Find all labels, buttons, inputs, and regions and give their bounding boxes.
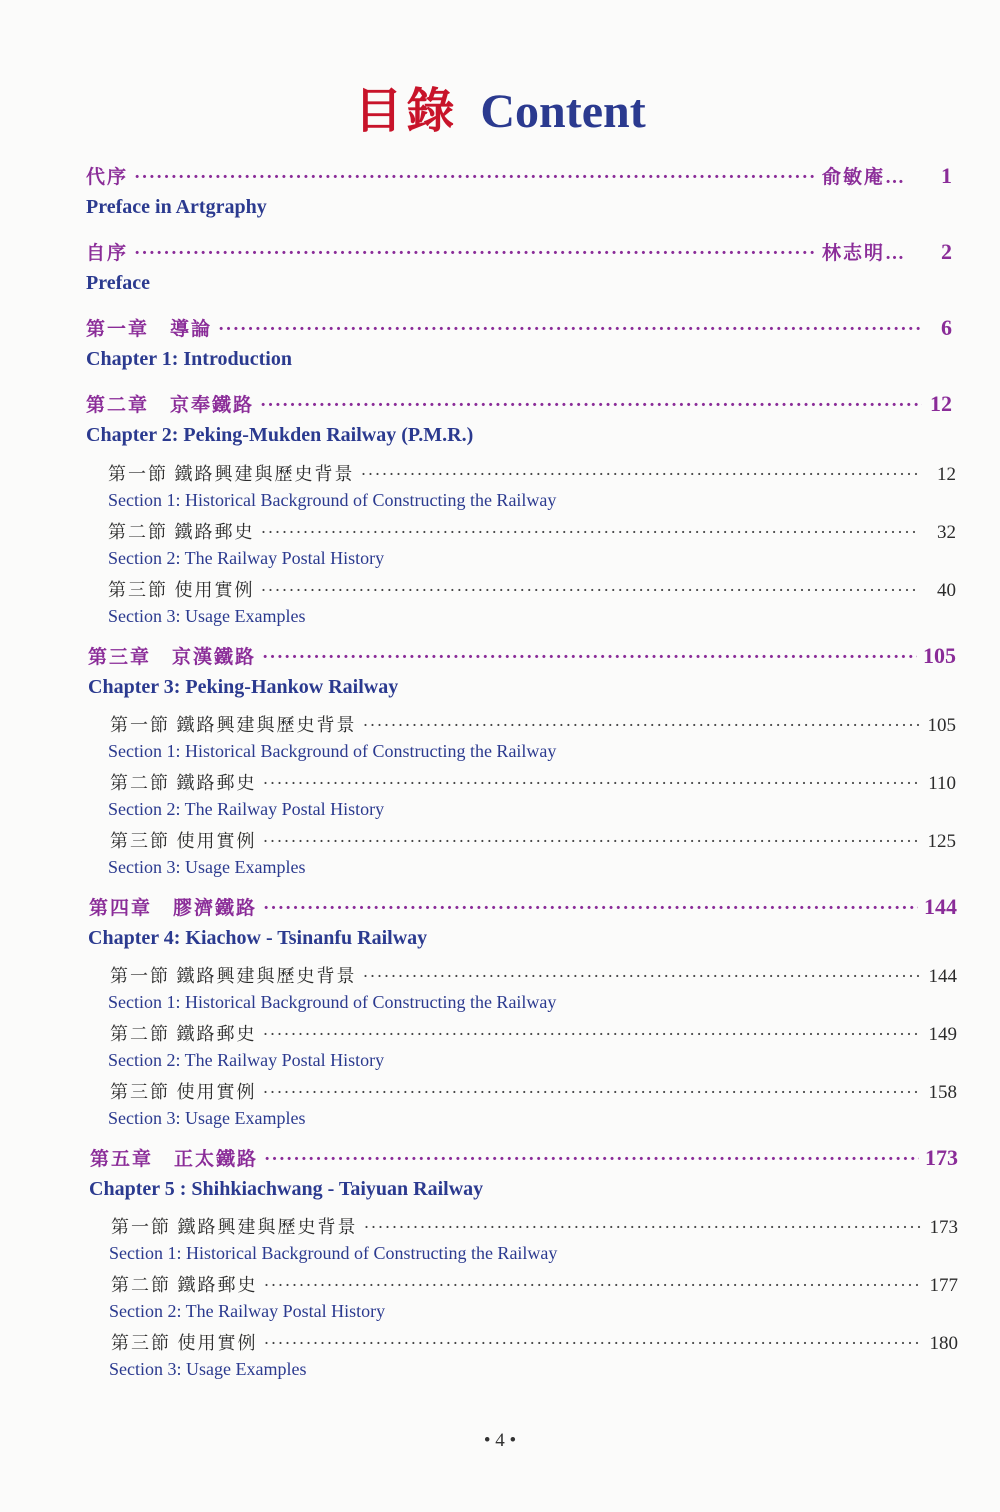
toc-section[interactable] xyxy=(110,769,956,799)
dot-leader xyxy=(261,580,921,601)
toc-chapter-3[interactable] xyxy=(88,642,956,672)
toc-section-english: Section 3: Usage Examples xyxy=(109,1359,307,1379)
dot-leader xyxy=(263,1082,922,1103)
chapter-label: 第一章 導論 xyxy=(86,319,213,340)
toc-chapter-2[interactable] xyxy=(86,390,952,420)
section-label: 第一節 鐵路興建與歷史背景 xyxy=(110,715,357,735)
page-number: 180 xyxy=(929,1333,958,1354)
dot-leader xyxy=(363,715,921,736)
toc-section-english: Section 2: The Railway Postal History xyxy=(109,1301,386,1321)
dot-leader xyxy=(264,1275,923,1296)
dot-leader xyxy=(263,831,921,852)
section-label: 第一節 鐵路興建與歷史背景 xyxy=(111,1217,358,1237)
dot-leader xyxy=(260,395,922,417)
dot-leader xyxy=(264,1149,919,1171)
page-number: 32 xyxy=(937,522,956,543)
dot-leader xyxy=(364,1217,923,1238)
page-number: 125 xyxy=(927,831,956,852)
toc-section-english: Section 1: Historical Background of Constructing the Railway xyxy=(109,1243,558,1263)
entry-author: 俞敏庵… xyxy=(821,167,906,188)
dot-leader xyxy=(134,167,816,189)
dot-leader xyxy=(262,647,917,669)
toc-chapter-1[interactable] xyxy=(86,314,952,344)
section-label: 第二節 鐵路郵史 xyxy=(110,773,257,793)
toc-entry-english: Preface in Artgraphy xyxy=(86,196,267,218)
dot-leader xyxy=(361,464,921,485)
toc-section[interactable] xyxy=(110,1078,957,1108)
page-number: 144 xyxy=(924,894,957,919)
toc-section-english: Section 3: Usage Examples xyxy=(108,606,306,626)
page-number: 173 xyxy=(925,1145,958,1170)
chapter-label: 第五章 正太鐵路 xyxy=(90,1149,259,1170)
section-label: 第二節 鐵路郵史 xyxy=(111,1275,258,1295)
toc-section[interactable] xyxy=(108,460,956,490)
section-label: 第二節 鐵路郵史 xyxy=(108,522,255,542)
page-number: 158 xyxy=(928,1082,957,1103)
page-number: 40 xyxy=(937,580,956,601)
toc-section-english: Section 2: The Railway Postal History xyxy=(108,799,385,819)
toc-chapter-4[interactable] xyxy=(89,893,957,923)
entry-label: 代序 xyxy=(86,167,129,188)
page-number: 2 xyxy=(941,239,952,264)
toc-chapter-english: Chapter 4: Kiachow - Tsinanfu Railway xyxy=(88,927,428,949)
toc-chapter-english: Chapter 2: Peking-Mukden Railway (P.M.R.) xyxy=(86,424,474,446)
toc-section[interactable] xyxy=(108,576,956,606)
page-number: 6 xyxy=(941,315,952,340)
toc-chapter-english: Chapter 3: Peking-Hankow Railway xyxy=(88,676,399,698)
toc-section[interactable] xyxy=(110,962,957,992)
dot-leader xyxy=(263,773,921,794)
page-number: 149 xyxy=(928,1024,957,1045)
entry-author: 林志明… xyxy=(821,243,906,264)
section-label: 第三節 使用實例 xyxy=(110,1082,257,1102)
page-number: 105 xyxy=(923,643,956,668)
page-number: 12 xyxy=(937,464,956,485)
title-chinese: 目錄 xyxy=(354,85,459,138)
toc-section-english: Section 1: Historical Background of Constructing the Railway xyxy=(108,992,557,1012)
section-label: 第三節 使用實例 xyxy=(108,580,255,600)
page-number: 177 xyxy=(929,1275,958,1296)
section-label: 第三節 使用實例 xyxy=(111,1333,258,1353)
toc-section[interactable] xyxy=(111,1213,958,1243)
dot-leader xyxy=(261,522,921,543)
toc-chapter-english: Chapter 5 : Shihkiachwang - Taiyuan Railway xyxy=(89,1178,484,1200)
toc-entry-english: Preface xyxy=(86,272,151,294)
section-label: 第二節 鐵路郵史 xyxy=(110,1024,257,1044)
page-number: 105 xyxy=(927,715,956,736)
toc-section[interactable] xyxy=(111,1329,958,1359)
toc-section-english: Section 2: The Railway Postal History xyxy=(108,548,385,568)
page-number: 173 xyxy=(929,1217,958,1238)
section-label: 第三節 使用實例 xyxy=(110,831,257,851)
section-label: 第一節 鐵路興建與歷史背景 xyxy=(110,966,357,986)
toc-entry-preface[interactable] xyxy=(86,238,952,268)
dot-leader xyxy=(263,898,918,920)
page-title xyxy=(0,82,1000,142)
toc-chapter-english: Chapter 1: Introduction xyxy=(86,348,292,370)
toc-section-english: Section 3: Usage Examples xyxy=(108,1108,306,1128)
section-label: 第一節 鐵路興建與歷史背景 xyxy=(108,464,355,484)
dot-leader xyxy=(263,1024,922,1045)
toc-section-english: Section 3: Usage Examples xyxy=(108,857,306,877)
page-number-footer: • 4 • xyxy=(483,1430,517,1451)
toc-section[interactable] xyxy=(110,711,956,741)
toc-section[interactable] xyxy=(110,827,956,857)
toc-entry-preface-artgraphy[interactable] xyxy=(86,162,952,192)
page-number: 1 xyxy=(941,163,952,188)
page-number: 144 xyxy=(928,966,957,987)
toc-section-english: Section 1: Historical Background of Constructing the Railway xyxy=(108,741,557,761)
chapter-label: 第二章 京奉鐵路 xyxy=(86,395,255,416)
dot-leader xyxy=(264,1333,923,1354)
toc-section[interactable] xyxy=(108,518,956,548)
entry-label: 自序 xyxy=(86,243,129,264)
page-number: 110 xyxy=(928,773,956,794)
dot-leader xyxy=(363,966,922,987)
chapter-label: 第四章 膠濟鐵路 xyxy=(89,898,258,919)
chapter-label: 第三章 京漢鐵路 xyxy=(88,647,257,668)
toc-section[interactable] xyxy=(111,1271,958,1301)
toc-section-english: Section 2: The Railway Postal History xyxy=(108,1050,385,1070)
title-english: Content xyxy=(480,85,646,138)
page-number: 12 xyxy=(930,391,952,416)
toc-chapter-5[interactable] xyxy=(90,1144,958,1174)
toc-section-english: Section 1: Historical Background of Constructing the Railway xyxy=(108,490,557,510)
toc-section[interactable] xyxy=(110,1020,957,1050)
dot-leader xyxy=(218,319,922,341)
dot-leader xyxy=(134,243,816,265)
